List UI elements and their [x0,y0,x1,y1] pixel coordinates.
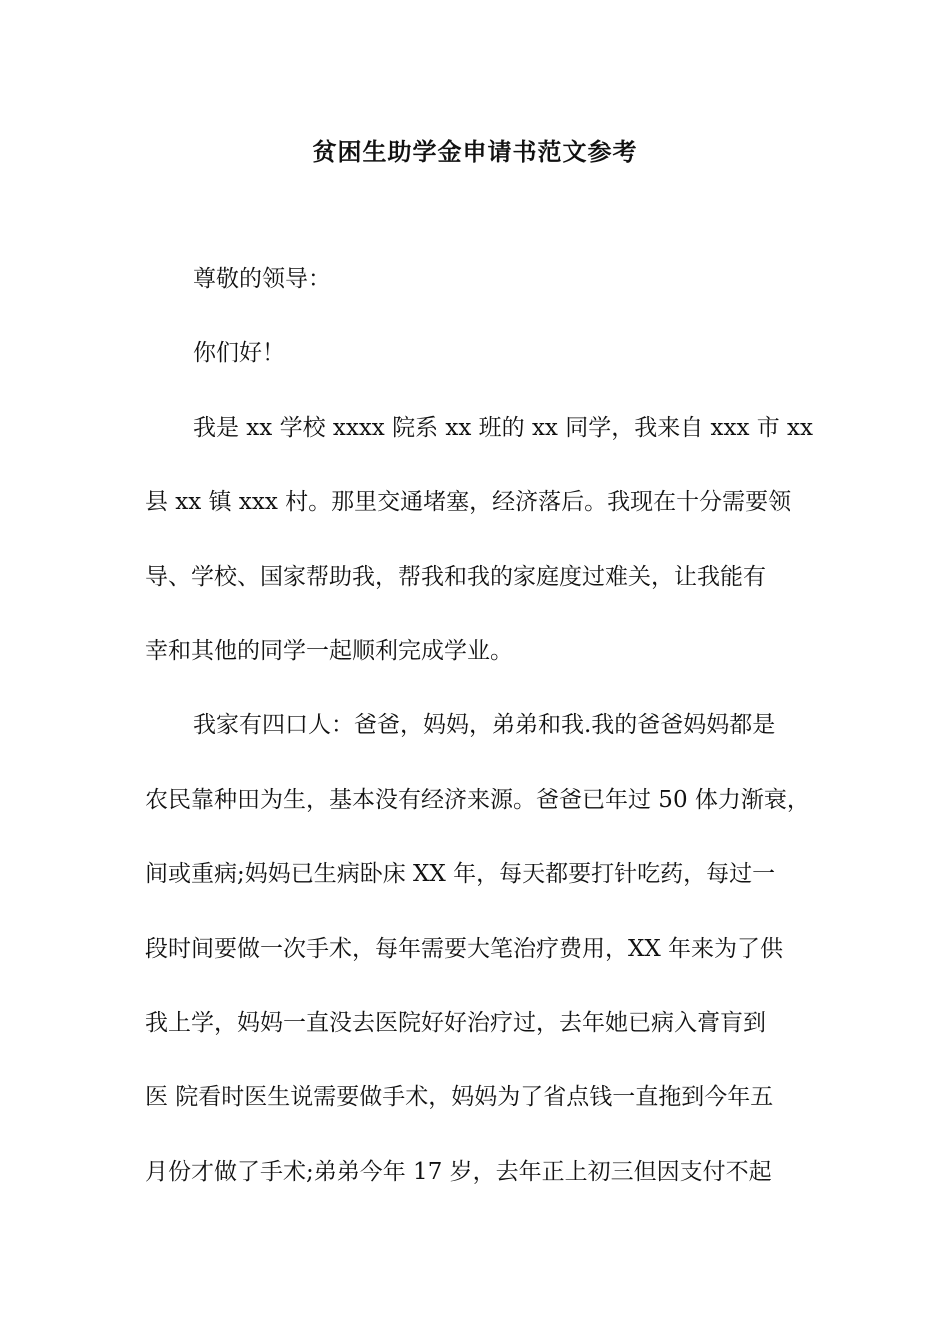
paragraph-line: 农民靠种田为生，基本没有经济来源。爸爸已年过 50 体力渐衰， [145,786,810,813]
document-body [145,262,825,1229]
paragraph-line: 段时间要做一次手术，每年需要大笔治疗费用，XX 年来为了供 [145,935,784,962]
paragraph-line: 幸和其他的同学一起顺利完成学业。 [145,637,513,664]
salutation: 尊敬的领导： [193,266,331,292]
paragraph-line: 间或重病;妈妈已生病卧床 XX 年，每天都要打针吃药，每过一 [145,861,776,888]
greeting: 你们好！ [193,340,285,367]
paragraph-line: 医 院看时医生说需要做手术，妈妈为了省点钱一直拖到今年五 [145,1084,774,1111]
paragraph-line: 我家有四口人：爸爸，妈妈，弟弟和我.我的爸爸妈妈都是 [193,712,776,739]
paragraph-line: 县 xx 镇 xxx 村。那里交通堵塞，经济落后。我现在十分需要领 [145,489,792,516]
paragraph-line: 月份才做了手术;弟弟今年 17 岁，去年正上初三但因支付不起 [145,1158,772,1185]
paragraph-line: 导、学校、国家帮助我，帮我和我的家庭度过难关，让我能有 [145,563,766,590]
document-title: 贫困生助学金申请书范文参考 [312,137,638,166]
paragraph-line: 我上学，妈妈一直没去医院好好治疗过，去年她已病入膏肓到 [145,1009,766,1036]
paragraph-line: 我是 xx 学校 xxxx 院系 xx 班的 xx 同学，我来自 xxx 市 xx [193,414,813,441]
